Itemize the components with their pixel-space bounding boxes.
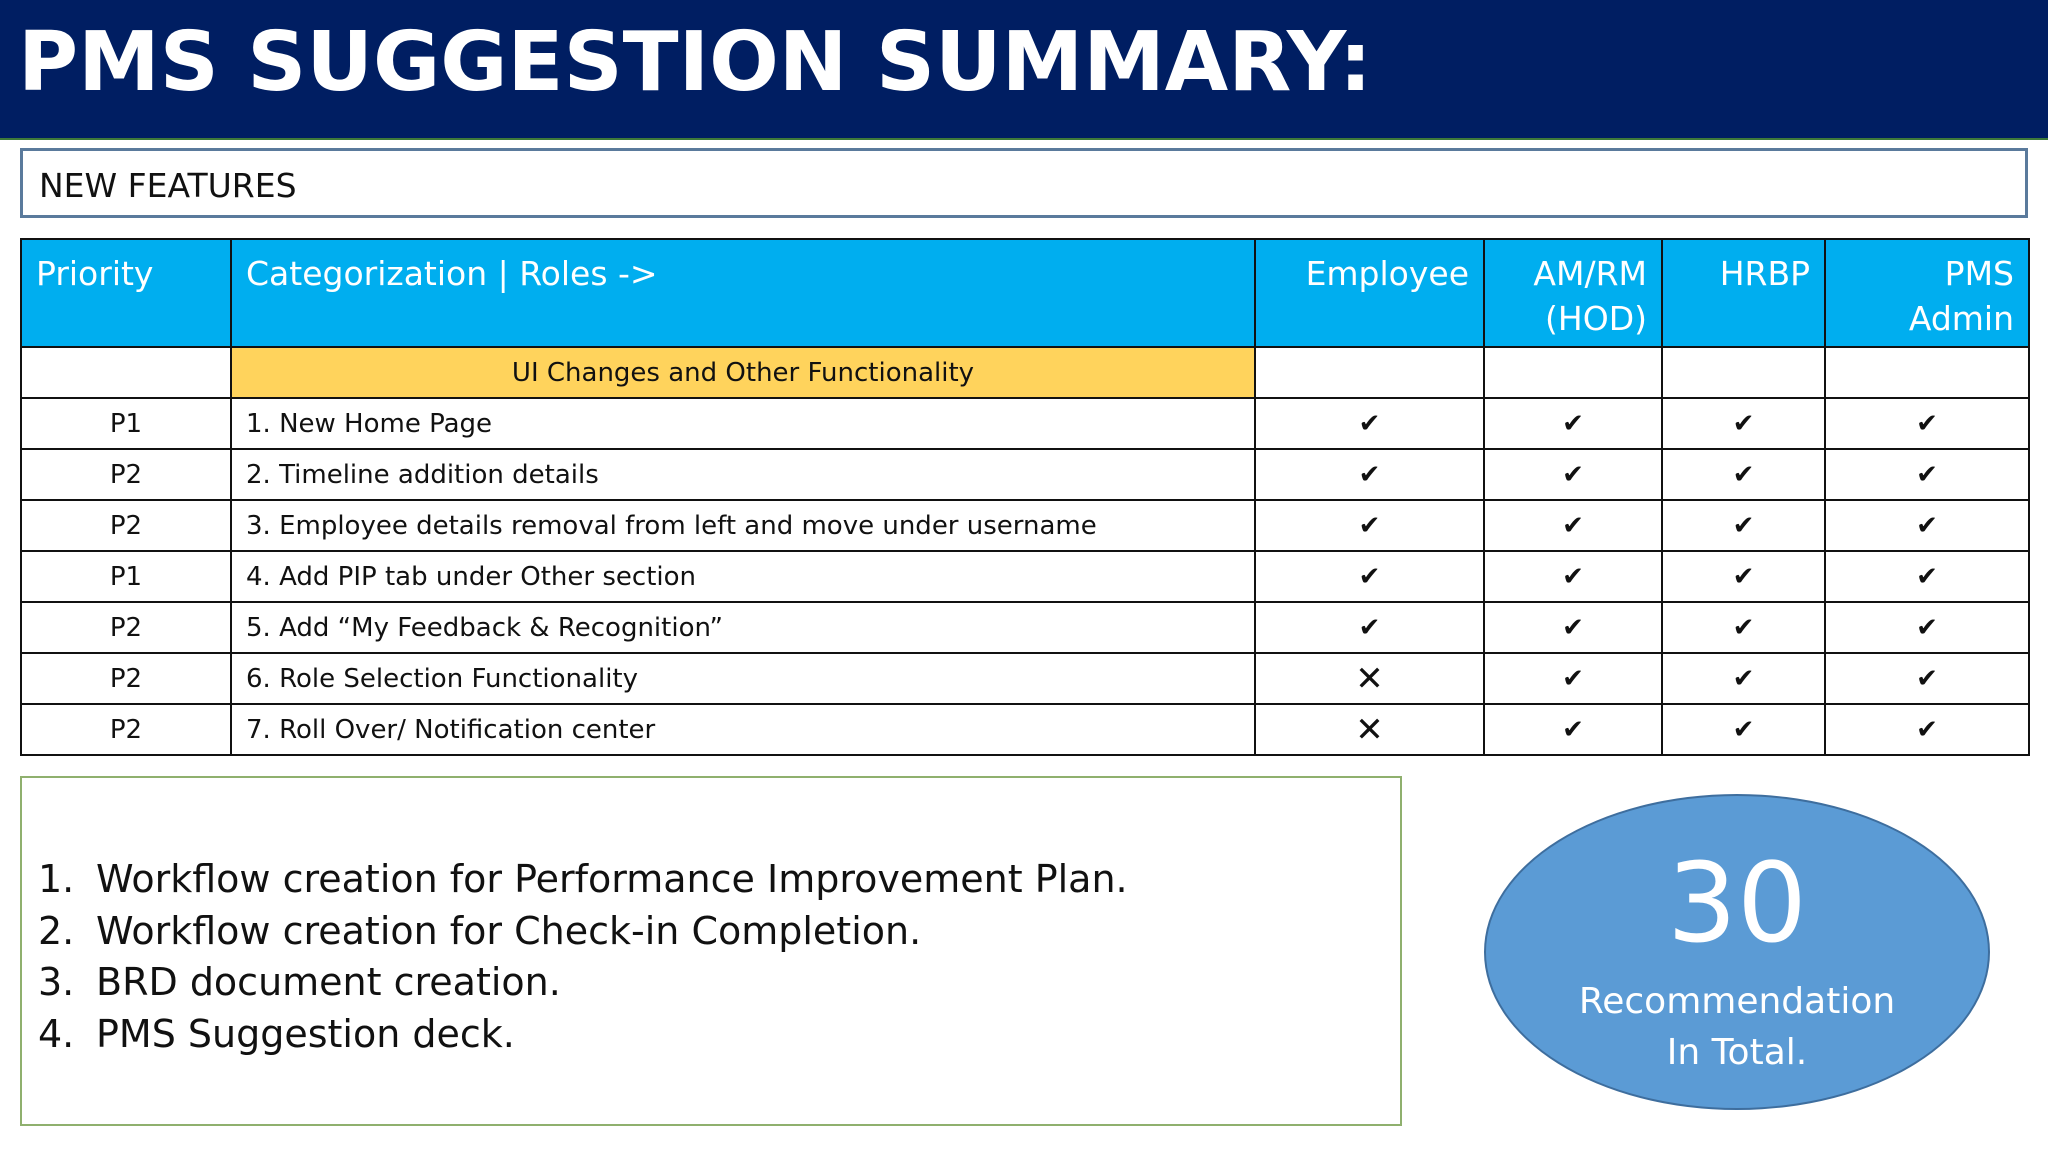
check-icon-hrbp: ✔ [1662,449,1825,500]
priority-cell: P2 [21,449,231,500]
table-row [21,398,2029,449]
check-icon-hrbp: ✔ [1662,500,1825,551]
column-header-am-rm [1484,239,1662,347]
check-icon-am-rm: ✔ [1484,704,1662,755]
column-header-hrbp: HRBP [1662,239,1825,347]
list-item-text: Workflow creation for Performance Improvement Plan. [96,857,1128,901]
check-icon-hrbp: ✔ [1662,653,1825,704]
section-empty-cell [1484,347,1662,398]
table-row [21,449,2029,500]
check-icon-am-rm: ✔ [1484,551,1662,602]
table-row [21,653,2029,704]
section-row [21,347,2029,398]
cross-icon-employee: ✕ [1255,653,1484,704]
column-header-pms-admin-text: PMS Admin [1908,254,2014,338]
column-header-am-rm-text: AM/RM (HOD) [1533,254,1647,338]
category-cell: 7. Roll Over/ Notification center [231,704,1255,755]
recommendation-count: 30 [1667,839,1807,967]
check-icon-am-rm: ✔ [1484,449,1662,500]
section-empty-cell [1825,347,2029,398]
section-heading-box [20,148,2028,218]
list-item [38,906,1128,958]
list-item-text: Workflow creation for Check-in Completion. [96,908,922,953]
list-item-number: 3. [38,960,75,1004]
check-icon-am-rm: ✔ [1484,653,1662,704]
check-icon-pms-admin: ✔ [1825,551,2029,602]
priority-cell: P1 [21,551,231,602]
check-icon-am-rm: ✔ [1484,602,1662,653]
title-bar [0,0,2048,140]
check-icon-hrbp: ✔ [1662,602,1825,653]
feature-role-table [20,238,2030,756]
priority-cell: P2 [21,500,231,551]
column-header-categorization: Categorization | Roles -> [231,239,1255,347]
check-icon-pms-admin: ✔ [1825,704,2029,755]
section-heading: NEW FEATURES [39,166,297,205]
check-icon-employee: ✔ [1255,551,1484,602]
deliverables-list [38,854,1128,1060]
priority-cell: P2 [21,653,231,704]
column-header-pms-admin [1825,239,2029,347]
category-cell: 5. Add “My Feedback & Recognition” [231,602,1255,653]
priority-cell: P2 [21,704,231,755]
category-cell: 2. Timeline addition details [231,449,1255,500]
list-item-text: BRD document creation. [96,960,561,1004]
list-item-text: PMS Suggestion deck. [96,1011,515,1056]
check-icon-pms-admin: ✔ [1825,398,2029,449]
category-cell: 6. Role Selection Functionality [231,653,1255,704]
section-empty-cell [1255,347,1484,398]
table-row [21,551,2029,602]
check-icon-pms-admin: ✔ [1825,500,2029,551]
check-icon-pms-admin: ✔ [1825,449,2029,500]
list-item [38,1009,1128,1061]
list-item [38,957,1128,1009]
check-icon-employee: ✔ [1255,398,1484,449]
priority-cell: P2 [21,602,231,653]
category-cell: 3. Employee details removal from left and move under username [231,500,1255,551]
list-item-number: 2. [38,908,75,953]
check-icon-am-rm: ✔ [1484,500,1662,551]
recommendation-label-line2: In Total. [1666,1032,1808,1073]
table-header-row [21,239,2029,347]
check-icon-hrbp: ✔ [1662,398,1825,449]
check-icon-hrbp: ✔ [1662,704,1825,755]
list-item [38,854,1128,906]
check-icon-pms-admin: ✔ [1825,602,2029,653]
recommendation-label [1486,976,1988,1078]
check-icon-employee: ✔ [1255,449,1484,500]
column-header-priority: Priority [21,239,231,347]
section-priority-cell [21,347,231,398]
check-icon-pms-admin: ✔ [1825,653,2029,704]
column-header-employee: Employee [1255,239,1484,347]
recommendation-total-oval [1484,794,1990,1110]
category-cell: 1. New Home Page [231,398,1255,449]
section-label: UI Changes and Other Functionality [231,347,1255,398]
list-item-number: 4. [38,1011,75,1056]
table-row [21,704,2029,755]
cross-icon-employee: ✕ [1255,704,1484,755]
priority-cell: P1 [21,398,231,449]
list-item-number: 1. [38,857,75,901]
section-empty-cell [1662,347,1825,398]
deliverables-box [20,776,1402,1126]
page-title: PMS SUGGESTION SUMMARY: [18,15,1372,110]
table-row [21,500,2029,551]
check-icon-am-rm: ✔ [1484,398,1662,449]
table-row [21,602,2029,653]
check-icon-employee: ✔ [1255,602,1484,653]
check-icon-employee: ✔ [1255,500,1484,551]
category-cell: 4. Add PIP tab under Other section [231,551,1255,602]
recommendation-label-line1: Recommendation [1578,981,1896,1022]
check-icon-hrbp: ✔ [1662,551,1825,602]
